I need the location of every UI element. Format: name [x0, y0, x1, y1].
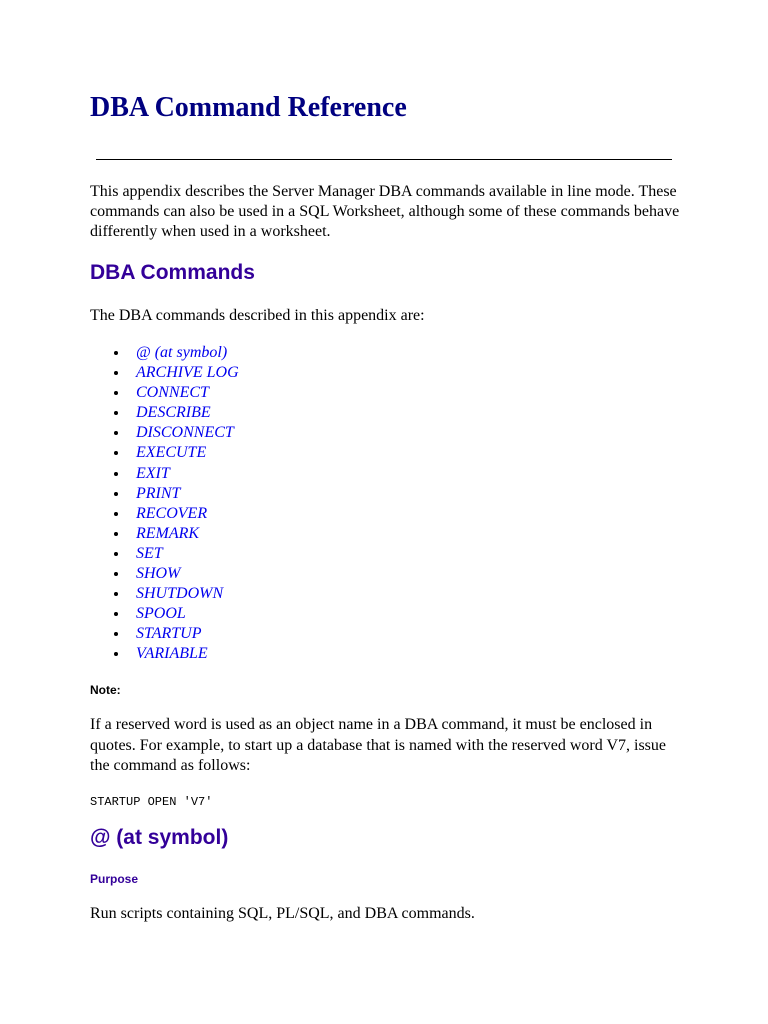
- list-item: [90, 504, 239, 524]
- bullet-icon: [114, 451, 118, 455]
- intro-paragraph: This appendix describes the Server Manager DBA commands available in line mode. These commands can also be used in a SQL Worksheet, although some of these commands behave differently when used in a worksheet.: [90, 183, 680, 240]
- list-item: [90, 644, 239, 664]
- bullet-icon: [114, 472, 118, 476]
- command-link-set[interactable]: SET: [136, 544, 163, 562]
- list-item: [90, 383, 239, 403]
- bullet-icon: [114, 492, 118, 496]
- command-link-show[interactable]: SHOW: [136, 565, 181, 583]
- bullet-icon: [114, 612, 118, 616]
- bullet-icon: [114, 512, 118, 516]
- list-item: [90, 403, 239, 423]
- command-link-disconnect[interactable]: DISCONNECT: [136, 424, 234, 442]
- command-link-variable[interactable]: VARIABLE: [136, 645, 208, 663]
- bullet-icon: [114, 351, 118, 355]
- code-example: STARTUP OPEN 'V7': [90, 795, 213, 809]
- list-item: [90, 564, 239, 584]
- command-link-execute[interactable]: EXECUTE: [136, 444, 207, 462]
- bullet-icon: [114, 632, 118, 636]
- list-item: [90, 363, 239, 383]
- command-link-recover[interactable]: RECOVER: [136, 504, 208, 522]
- list-item: [90, 524, 239, 544]
- command-link-describe[interactable]: DESCRIBE: [136, 404, 211, 422]
- horizontal-rule: [96, 159, 672, 160]
- list-item: [90, 464, 239, 484]
- note-label: Note:: [90, 683, 121, 697]
- list-item: [90, 343, 239, 363]
- bullet-icon: [114, 391, 118, 395]
- list-item: [90, 484, 239, 504]
- list-item: [90, 443, 239, 463]
- command-list: [90, 343, 239, 665]
- bullet-icon: [114, 411, 118, 415]
- bullet-icon: [114, 592, 118, 596]
- purpose-label: Purpose: [90, 872, 139, 886]
- note-paragraph: If a reserved word is used as an object name in a DBA command, it must be enclosed in quotes. For example, to start up a database that is named with the reserved word V7, issue the command as follows:: [90, 716, 667, 774]
- bullet-icon: [114, 572, 118, 576]
- command-link-startup[interactable]: STARTUP: [136, 625, 202, 643]
- section-heading-dba-commands: DBA Commands: [90, 261, 255, 284]
- list-item: [90, 584, 239, 604]
- command-link-connect[interactable]: CONNECT: [136, 384, 209, 402]
- bullet-icon: [114, 371, 118, 375]
- list-item: [90, 423, 239, 443]
- purpose-text: Run scripts containing SQL, PL/SQL, and DBA commands.: [90, 905, 475, 922]
- bullet-icon: [114, 532, 118, 536]
- list-item: [90, 544, 239, 564]
- bullet-icon: [114, 652, 118, 656]
- bullet-icon: [114, 552, 118, 556]
- page-title: DBA Command Reference: [90, 92, 407, 123]
- command-link-spool[interactable]: SPOOL: [136, 605, 186, 623]
- command-link-archive-log[interactable]: ARCHIVE LOG: [136, 364, 239, 382]
- commands-lead-text: The DBA commands described in this appendix are:: [90, 307, 425, 324]
- list-item: [90, 624, 239, 644]
- command-link-at-symbol[interactable]: @ (at symbol): [136, 344, 228, 361]
- command-link-remark[interactable]: REMARK: [136, 524, 200, 542]
- list-item: [90, 604, 239, 624]
- bullet-icon: [114, 431, 118, 435]
- command-link-print[interactable]: PRINT: [136, 484, 181, 502]
- command-link-shutdown[interactable]: SHUTDOWN: [136, 585, 224, 603]
- command-link-exit[interactable]: EXIT: [136, 464, 170, 482]
- section-heading-at-symbol: @ (at symbol): [90, 826, 229, 849]
